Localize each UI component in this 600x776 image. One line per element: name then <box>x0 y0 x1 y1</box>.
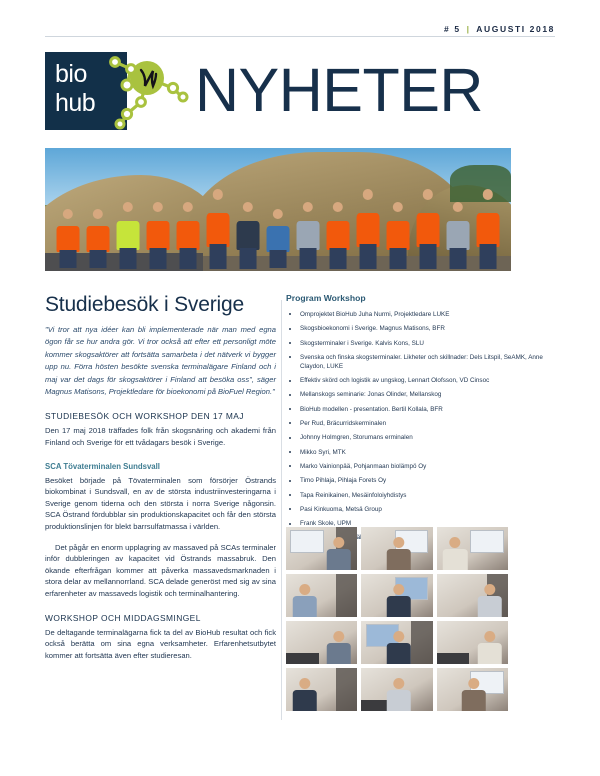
list-item: Timo Pihlaja, Pihlaja Forets Oy <box>286 476 555 485</box>
photo-thumbnail <box>437 574 508 617</box>
list-item: Omprojektet BioHub Juha Nurmi, Projektledare LUKE <box>286 310 555 319</box>
photo-thumbnail <box>286 574 357 617</box>
program-list <box>286 310 555 542</box>
section-paragraph: Det pågår en enorm upplagring av massaved på SCAs terminaler inför dubbleringen av kapacitet vid Östrands massabruk. Den ökande efterfrågan kommer att påverka massavedsmarknaden i stora delar av mellannorrland. SCA delade generöst med sig av sina erfarenheter av massaveds logistik och terminalhantering. <box>45 542 276 598</box>
list-item: Mikko Syri, MTK <box>286 448 555 457</box>
person <box>174 202 201 268</box>
issue-number: # 5 <box>444 24 461 34</box>
photo-thumbnail <box>286 527 357 570</box>
group-of-people <box>54 179 501 268</box>
article-lede: "Vi tror att nya idéer kan bli implementerade när man med egna ögon får se hur andra gör. Vi tror också att efter ett personligt möte kommer skogsaktörer att fortsätta samarbeta i det nätverk vi bygger upp nu. Förra hösten besökte svenska terminalägare Finland och i maj var det dags för skogsaktörer i Finland att besöka oss", säger Magnus Matisons, Projektledare för bioekonomi på BioFuel Region." <box>45 325 276 397</box>
person <box>324 202 351 268</box>
person <box>264 209 291 267</box>
person <box>354 189 381 267</box>
photo-thumbnail <box>361 574 432 617</box>
molecule-network-icon <box>97 52 197 130</box>
list-item: Tapa Reinikainen, Mesäinfoloiyhdistys <box>286 491 555 500</box>
section-paragraph: De deltagande terminalägarna fick ta del av BioHub resultat och fick också berätta om sina egna verksamheter. Erfarenhetsutbytet kommer att fortsätta även efter studieresan. <box>45 627 276 660</box>
person <box>204 189 231 267</box>
section-paragraph: Besöket började på Tövaterminalen som försörjer Östrands biokombinat i Sundsvall, en av de största industriinvesteringarna i Sverige genom tiderna och den största i norra Sverige någonsin. SCA Östrand fördubblar sin produktionskapacitet och får den största produktionslinjen för blekt barrsulfatmassa i världen. <box>45 475 276 531</box>
person <box>414 189 441 267</box>
photo-thumbnail <box>286 668 357 711</box>
photo-thumbnail <box>286 621 357 664</box>
photo-grid <box>286 527 508 711</box>
photo-thumbnail <box>361 527 432 570</box>
masthead <box>45 18 555 34</box>
brand-row <box>45 52 555 134</box>
person <box>84 209 111 267</box>
person <box>144 202 171 268</box>
section-paragraph: Den 17 maj 2018 träffades folk från skogsnäring och akademi från Finland och Sverige för ett tvådagars besök i Sverige. <box>45 426 276 448</box>
page-title: Studiebesök i Sverige <box>45 293 244 316</box>
article-section <box>45 612 276 662</box>
right-column <box>286 292 555 548</box>
logo-text <box>55 60 95 118</box>
list-item: BioHub modellen - presentation. Bertil Kollala, BFR <box>286 405 555 414</box>
column-divider <box>281 300 282 720</box>
hero-photo <box>45 148 511 271</box>
biohub-logo <box>45 52 197 130</box>
list-item: Effektiv skörd och logistik av ungskog, Lennart Olofsson, VD Cinsoc <box>286 376 555 385</box>
section-heading: SCA Tövaterminalen Sundsvall <box>45 461 160 471</box>
person <box>474 189 501 267</box>
list-item: Johnny Holmgren, Storumans erminalen <box>286 433 555 442</box>
list-item: Svenska och finska skogsterminaler. Likheter och skillnader: Dels Litspil, SeAMK, Anne Claydon, LUKE <box>286 353 555 371</box>
person <box>294 202 321 268</box>
list-item: Skogsbioekonomi i Sverige. Magnus Matisons, BFR <box>286 324 555 333</box>
issue-date: AUGUSTI 2018 <box>476 24 555 34</box>
logo-line-1: bio <box>55 60 87 88</box>
photo-thumbnail <box>437 621 508 664</box>
section-heading: WORKSHOP OCH MIDDAGSMINGEL <box>45 612 201 623</box>
section-heading: STUDIEBESÖK OCH WORKSHOP DEN 17 MAJ <box>45 411 244 422</box>
list-item: Marko Vainionpää, Pohjanmaan biolämpö Oy <box>286 462 555 471</box>
article-section <box>45 461 276 600</box>
photo-thumbnail <box>437 527 508 570</box>
person <box>114 202 141 268</box>
list-item: Pasi Kinkuoma, Metsä Group <box>286 505 555 514</box>
issue-separator: | <box>466 24 471 34</box>
photo-thumbnail <box>437 668 508 711</box>
list-item: Per Rud, Bräcurridskerminalen <box>286 419 555 428</box>
person <box>234 202 261 268</box>
person <box>384 202 411 268</box>
logo-line-2: hub <box>55 89 96 117</box>
program-title: Program Workshop <box>286 293 366 303</box>
article-section <box>45 410 276 448</box>
issue-line <box>444 24 555 34</box>
person <box>54 209 81 267</box>
list-item: Mellanskogs seminarie: Jonas Olinder, Mellanskog <box>286 390 555 399</box>
list-item: Skogsterminaler i Sverige. Kalvis Kons, SLU <box>286 339 555 348</box>
list-item: Frank Skole, UPM <box>286 519 555 528</box>
header-divider <box>45 36 555 37</box>
photo-thumbnail <box>361 668 432 711</box>
person <box>444 202 471 268</box>
wordmark-nyheter: NYHETER <box>195 56 483 124</box>
left-column <box>45 292 276 673</box>
photo-thumbnail <box>361 621 432 664</box>
